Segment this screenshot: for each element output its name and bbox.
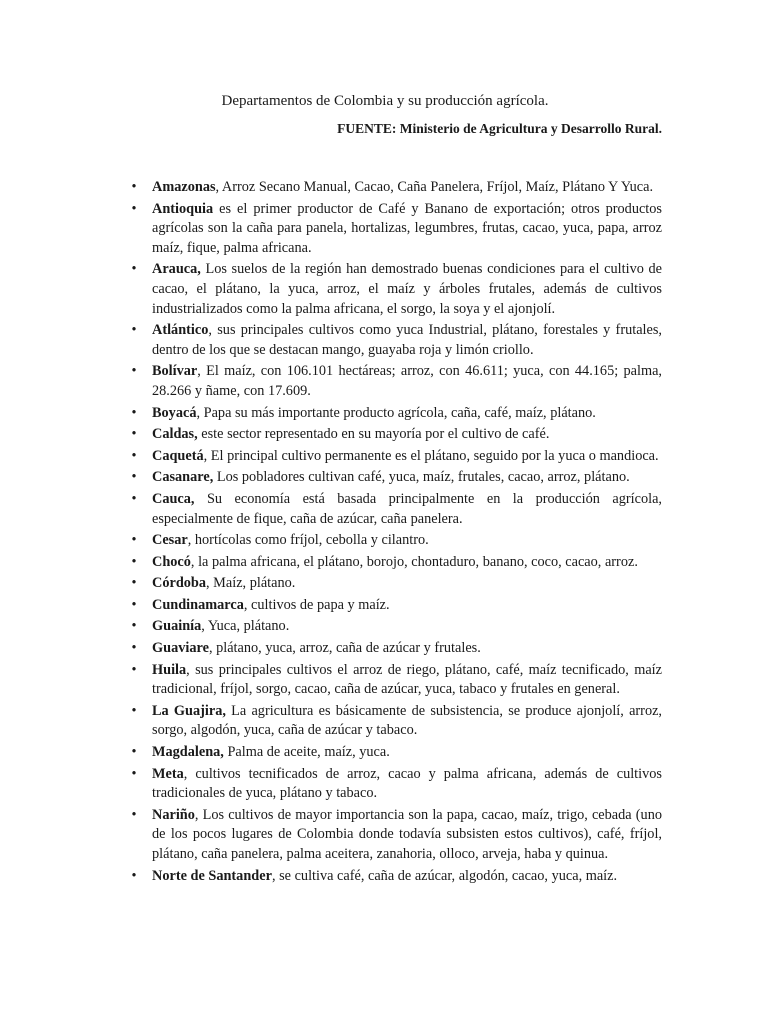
department-description: , El principal cultivo permanente es el plátano, seguido por la yuca o mandioca. xyxy=(203,447,659,464)
department-description: , la palma africana, el plátano, borojo, chontaduro, banano, coco, cacao, arroz. xyxy=(190,553,638,570)
department-name: Casanare, xyxy=(152,469,214,486)
bullet-icon: • xyxy=(131,596,137,613)
department-description: Su economía está basada principalmente en la producción agrícola, especialmente de fique, caña de azúcar, caña panelera. xyxy=(152,490,662,527)
department-name: Bolívar xyxy=(152,363,198,380)
list-item xyxy=(131,574,662,594)
department-description: , Yuca, plátano. xyxy=(201,618,290,635)
bullet-icon: • xyxy=(131,765,137,782)
list-item xyxy=(131,531,662,551)
department-description: , plátano, yuca, arroz, caña de azúcar y frutales. xyxy=(208,640,481,657)
department-name: Cesar xyxy=(152,532,188,549)
department-name: Boyacá xyxy=(152,404,197,421)
list-item xyxy=(131,425,662,445)
list-item xyxy=(131,178,662,198)
department-description: este sector representado en su mayoría por el cultivo de café. xyxy=(197,426,550,443)
bullet-icon: • xyxy=(131,200,137,217)
department-description: , se cultiva café, caña de azúcar, algodón, cacao, yuca, maíz. xyxy=(271,867,618,884)
list-item xyxy=(131,362,662,401)
bullet-icon: • xyxy=(131,363,137,380)
list-item xyxy=(131,765,662,804)
list-item xyxy=(131,596,662,616)
department-description: , Maíz, plátano. xyxy=(206,575,296,592)
bullet-icon: • xyxy=(131,575,137,592)
bullet-icon: • xyxy=(131,469,137,486)
department-name: Arauca, xyxy=(152,261,201,278)
bullet-icon: • xyxy=(131,806,137,823)
department-description: , hortícolas como fríjol, cebolla y cilantro. xyxy=(187,532,429,549)
list-item xyxy=(131,661,662,700)
list-item xyxy=(131,404,662,424)
department-name: Magdalena, xyxy=(152,744,224,761)
list-item xyxy=(131,553,662,573)
bullet-icon: • xyxy=(131,404,137,421)
department-description: Los suelos de la región han demostrado buenas condiciones para el cultivo de cacao, el plátano, la yuca, arroz, el maíz y árboles frutales, además de cultivos industrializados como la palma africana, el sorgo, la soya y el ajonjolí. xyxy=(152,261,662,317)
list-item xyxy=(131,806,662,865)
department-description: , Arroz Secano Manual, Cacao, Caña Panelera, Fríjol, Maíz, Plátano Y Yuca. xyxy=(215,179,654,195)
department-description: es el primer productor de Café y Banano de exportación; otros productos agrícolas son la caña para panela, hortalizas, legumbres, frutas, cacao, yuca, papa, arroz maíz, fique, palma africana. xyxy=(152,200,662,256)
department-name: Meta xyxy=(152,765,184,782)
department-description: , Papa su más importante producto agrícola, caña, café, maíz, plátano. xyxy=(196,404,596,421)
department-name: La Guajira, xyxy=(152,702,226,719)
list-item xyxy=(131,743,662,763)
department-list xyxy=(0,178,768,888)
department-description: , cultivos tecnificados de arroz, cacao y palma africana, además de cultivos tradicionales de yuca, plátano y tabaco. xyxy=(152,765,662,802)
bullet-icon: • xyxy=(131,702,137,719)
department-description: , sus principales cultivos como yuca Industrial, plátano, forestales y frutales, dentro de los que se destacan mango, guayaba roja y limón criollo. xyxy=(152,322,662,358)
department-description: Palma de aceite, maíz, yuca. xyxy=(223,744,390,761)
list-item xyxy=(131,617,662,637)
document-title xyxy=(0,92,768,110)
bullet-icon: • xyxy=(131,661,137,678)
department-name: Norte de Santander xyxy=(152,867,272,884)
department-description: , cultivos de papa y maíz. xyxy=(243,596,390,613)
bullet-icon: • xyxy=(131,179,137,195)
bullet-icon: • xyxy=(131,618,137,635)
list-item xyxy=(131,639,662,659)
department-name: Huila xyxy=(152,661,187,678)
department-description: , Los cultivos de mayor importancia son la papa, cacao, maíz, trigo, cebada (uno de los pocos lugares de Colombia donde todavía subsisten estos cultivos), café, fríjol, plátano, caña panelera, palma aceitera, zanahoria, olloco, arveja, haba y quinua. xyxy=(152,806,662,862)
list-item xyxy=(131,490,662,529)
bullet-icon: • xyxy=(131,744,137,761)
department-description: , El maíz, con 106.101 hectáreas; arroz, con 46.611; yuca, con 44.165; palma, 28.266 y ñame, con 17.609. xyxy=(152,363,662,399)
department-name: Caldas, xyxy=(152,426,198,443)
department-name: Atlántico xyxy=(152,322,209,339)
department-description: La agricultura es básicamente de subsistencia, se produce ajonjolí, arroz, sorgo, algodón, yuca, caña de azúcar y tabaco. xyxy=(152,702,663,739)
department-name: Nariño xyxy=(152,806,195,823)
bullet-icon: • xyxy=(131,322,137,339)
list-item xyxy=(131,447,662,467)
department-name: Cauca, xyxy=(152,490,195,507)
list-item xyxy=(131,702,663,741)
department-name: Chocó xyxy=(152,553,191,570)
department-name: Amazonas xyxy=(152,179,216,195)
department-name: Antioquia xyxy=(152,200,214,217)
department-description: Los pobladores cultivan café, yuca, maíz, frutales, cacao, arroz, plátano. xyxy=(213,469,630,486)
department-name: Cundinamarca xyxy=(152,596,244,613)
bullet-icon: • xyxy=(131,867,137,884)
department-name: Guainía xyxy=(152,618,202,635)
department-name: Caquetá xyxy=(152,447,204,464)
bullet-icon: • xyxy=(131,640,137,657)
department-name: Córdoba xyxy=(152,575,207,592)
list-item xyxy=(131,468,662,488)
list-item xyxy=(131,867,662,887)
department-name: Guaviare xyxy=(152,640,209,657)
document-title-text: Departamentos de Colombia y su producción agrícola. xyxy=(221,93,549,109)
source-line: FUENTE: Ministerio de Agricultura y Desarrollo Rural. xyxy=(337,121,662,136)
bullet-icon: • xyxy=(131,532,137,549)
bullet-icon: • xyxy=(131,261,137,278)
department-description: , sus principales cultivos el arroz de riego, plátano, café, maíz tecnificado, maíz tradicional, fríjol, sorgo, cacao, caña de azúcar, yuca, tabaco y frutales en general. xyxy=(152,661,662,698)
bullet-icon: • xyxy=(131,447,137,464)
bullet-icon: • xyxy=(131,490,137,507)
bullet-icon: • xyxy=(131,553,137,570)
list-item xyxy=(131,260,662,319)
list-item xyxy=(131,200,662,259)
bullet-icon: • xyxy=(131,426,137,443)
list-item xyxy=(131,321,662,360)
